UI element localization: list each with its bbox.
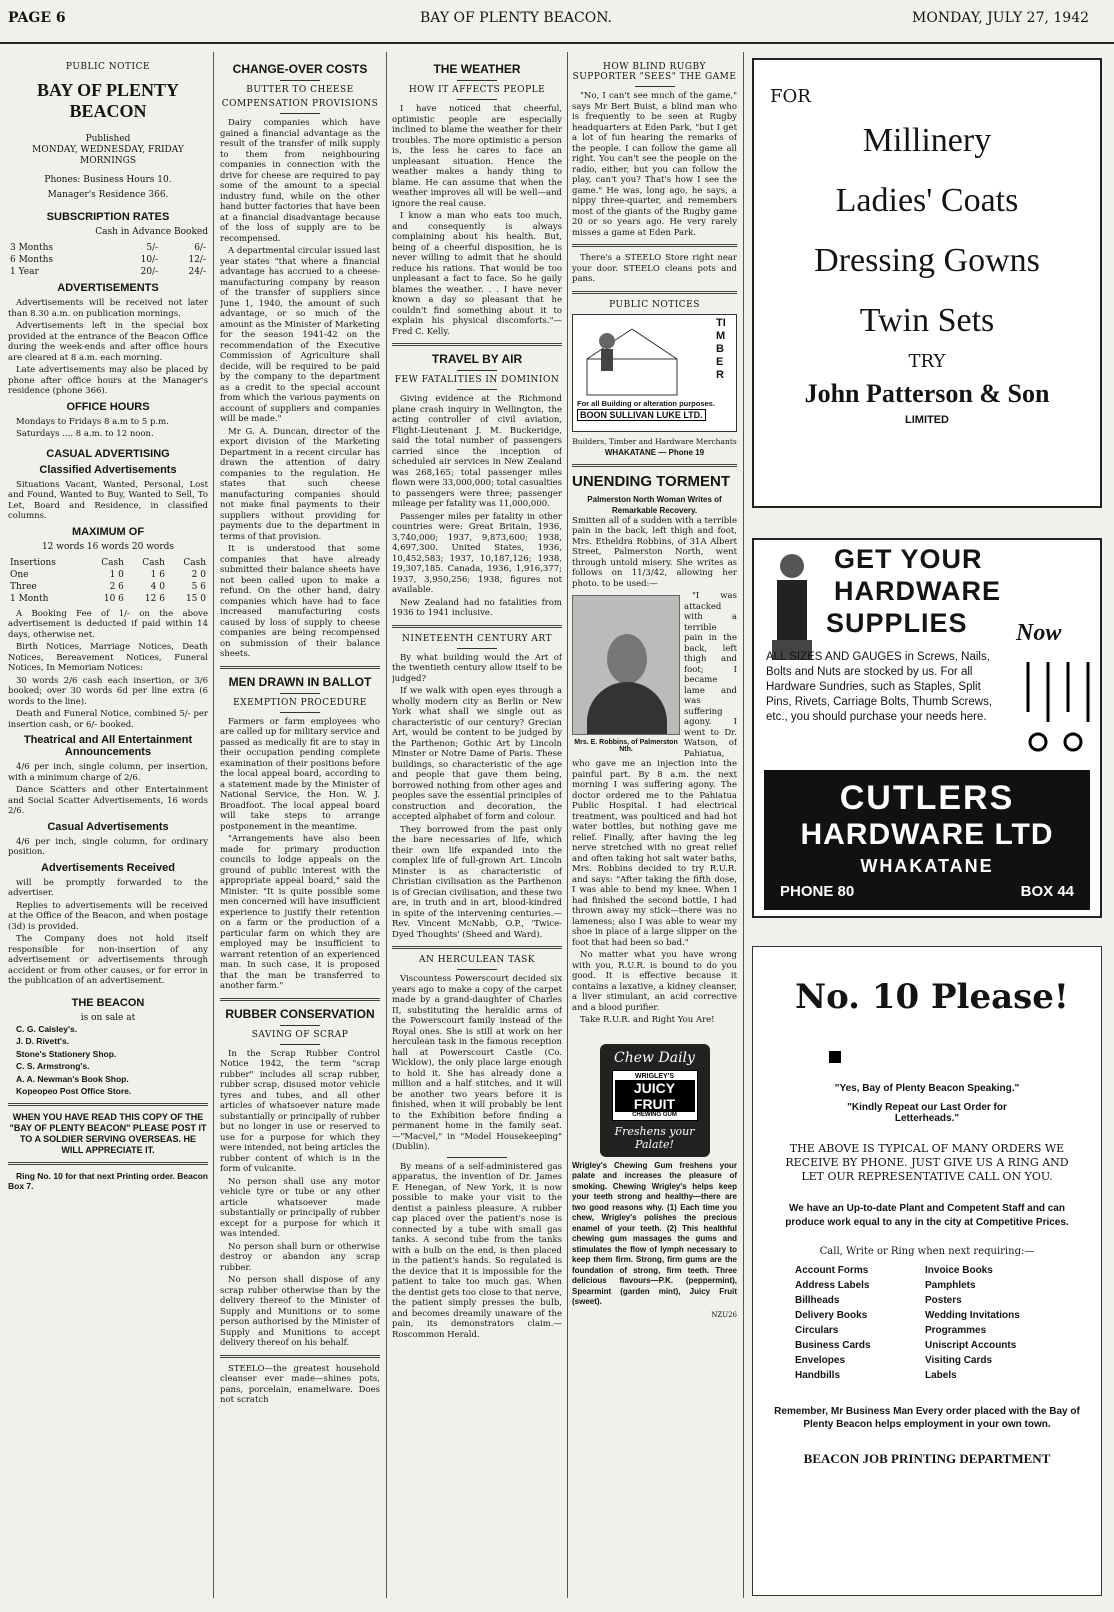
box: BOX 44 (1020, 883, 1074, 900)
article-subtitle: HOW IT AFFECTS PEOPLE (408, 85, 546, 95)
list-item: J. D. Rivett's. (16, 1036, 70, 1046)
quote-2: "Kindly Repeat our Last Order for Letterheads." (847, 1102, 1007, 1124)
list-item: Address Labels (795, 1280, 870, 1291)
list-item: Visiting Cards (925, 1355, 993, 1366)
article-title: RUBBER CONSERVATION (225, 1006, 375, 1021)
hardware-body: ALL SIZES AND GAUGES in Screws, Nails, Bolts and Nuts are stocked by us. For all Hardware Sundries, such as Staples, Split Pins, Rivets, Carriage Bolts, Thumb Screws, etc., you should purchase your needs here. (766, 651, 993, 723)
bullet-icon (829, 1051, 841, 1063)
paragraph: Viscountess Powerscourt decided six years ago to make a copy of the carpet made by a grand-daughter of Charles II, substituting the heraldic arms of the Powerscourt family instead of the Royal ones. She is still at work on her herculean task in the famous reception hall at Powerscourt Castle (Co. Wicklow), the only place large enough to hold it. She has already done a million and a half stitches, and it will be another two years before it is finished, when it will probably be lent to the Exhibition before finding a permanent home in the family seat.—"Macvel," in "Model Housekeeping" (Dublin). (392, 974, 562, 1152)
public-notices-label: PUBLIC NOTICES (609, 299, 700, 310)
table-row: 3 Months 5/- 6/- (10, 243, 206, 253)
paragraph: A departmental circular issued last year states "that where a financial advantage has accrued to a cheese-manufacturing company by reason of the transfer of suppliers since June 1, 1940, the amount of such advantage, or so much of the amount as the Minister of Marketing for the season 1941-42 on the recommendation of the Executive Commission of Agriculture shall decide, will be required to be paid by the company to the department as a credit to the special account from which the various payments on account of suppliers and companies will be made." (220, 246, 380, 424)
gum-fresh: Freshens your Palate! (614, 1124, 695, 1151)
paragraph: A Booking Fee of 1/- on the above advertisement is deducted if paid within 14 days, otherwise net. (8, 608, 208, 640)
paragraph: No person shall burn or otherwise destroy or abandon any scrap rubber. (220, 1241, 380, 1273)
ad-item-twin-sets: Twin Sets (859, 302, 995, 339)
maximum-title: MAXIMUM OF (71, 525, 145, 538)
paragraph: No matter what you have wrong with you, R.U.R. is bound to do you good. It is effective because it contains a laxative, a kidney cleanser, a liver stimulant, an acid corrective and a blood purifier. (572, 950, 737, 1013)
list-item: Kopeopeo Post Office Store. (16, 1086, 132, 1096)
list-item: Wedding Invitations (925, 1310, 1020, 1321)
table-row: Three 2 6 4 0 5 6 (10, 581, 206, 592)
paragraph: Mr G. A. Duncan, director of the export division of the Marketing Department in a recent circular has drawn the attention of dairy companies to the regulation. He states that such cheese manufacturing companies should not make final payments to their suppliers without providing for payments due to the department in terms of that provision. (220, 426, 380, 542)
office-hours-weekdays: Mondays to Fridays 8 a.m to 5 p.m. (16, 416, 169, 427)
theatrical-title: Theatrical and All Entertainment Announcements (23, 734, 193, 758)
list-item: A. A. Newman's Book Shop. (16, 1073, 129, 1084)
paragraph: Death and Funeral Notice, combined 5/- per insertion cash, or 6/- booked. (8, 709, 208, 730)
paragraph: Advertisements left in the special box provided at the entrance of the Beacon Office during the week-ends and after office hours are cleared at 8 a.m. each morning. (8, 321, 208, 363)
unending-title: UNENDING TORMENT (572, 472, 731, 490)
workman-icon (762, 546, 822, 666)
paragraph: Take R.U.R. and Right You Are! (580, 1015, 715, 1025)
soldier-notice: WHEN YOU HAVE READ THIS COPY OF THE "BAY OF PLENTY BEACON" PLEASE POST IT TO A SOLDIER SERVING OVERSEAS. HE WILL APPRECIATE IT. (9, 1111, 207, 1155)
article-subtitle: COMPENSATION PROVISIONS (221, 99, 379, 109)
list-item: Billheads (795, 1295, 840, 1306)
published-days: Published MONDAY, WEDNESDAY, FRIDAY MORNINGS (32, 134, 184, 166)
page-number: PAGE 6 (8, 10, 66, 26)
article-title: HOW BLIND RUGBY SUPPORTER "SEES" THE GAME (572, 62, 737, 82)
table-row: 6 Months 10/- 12/- (10, 255, 206, 265)
paragraph: No person shall use any motor vehicle tyre or tube or any other article whatsoever made substantially or principally of rubber except for a purpose for which it was intended. (220, 1176, 380, 1239)
gum-juicy: JUICY FRUIT (615, 1080, 695, 1112)
paragraph: Passenger miles per fatality in other countries were: Great Britain, 1936, 3,740,000; 1937, 9,873,600; 1938, 4,697,300. United States, 1936, 10,452,583; 1937, 10,187,126; 1938, 19,307,185. Canada, 1936, 1,916,377; 1937, 3,950,256; 1938, figures not available. (392, 511, 562, 595)
list-item: Invoice Books (925, 1265, 993, 1276)
word-counts: 12 words 16 words 20 words (41, 541, 175, 552)
office-hours-saturday: Saturdays .... 8 a.m. to 12 noon. (16, 429, 154, 439)
list-item: Uniscript Accounts (925, 1340, 1017, 1351)
portrait (572, 591, 680, 753)
paragraph: Farmers or farm employees who are called up for military service and passed as medically fit are to stay in their occupation pending complete examination of their positions before the local appeal board, according to a statement made by the Minister of National Service, the Hon. W. J. Broadfoot. The local appeal board will take steps to arrange postponement in the meantime. (220, 716, 380, 832)
paragraph: "Arrangements have also been made for primary production councils to lodge appeals on the ground of public interest with the appropriate appeal board," said the Minister. "It is quite possible some men concerned will have insufficient experience to justify their retention on a farm or the production of a particular farm on which they are employed may be insufficient to warrant retention of an experienced man. In such case, it is proposed that the man be transferred to another farm." (220, 834, 380, 991)
list-item: C. G. Caisley's. (16, 1023, 78, 1034)
unending-sub: Palmerston North Woman Writes of Remarkable Recovery. (587, 494, 722, 515)
article-title: CHANGE-OVER COSTS (232, 62, 368, 76)
list-item: Account Forms (795, 1265, 869, 1276)
gum-code: NZU26 (711, 1310, 737, 1319)
cutlers: CUTLERS (839, 779, 1015, 817)
paragraph: 4/6 per inch, single column, for ordinary position. (8, 836, 208, 857)
page-header (0, 0, 1114, 44)
tools-icon (1018, 652, 1098, 762)
article-subtitle: AN HERCULEAN TASK (418, 955, 536, 965)
table-row: One 1 0 1 6 2 0 (10, 569, 206, 580)
ad-limited: LIMITED (905, 414, 949, 426)
get-your: GET YOUR (834, 544, 983, 574)
paragraph: The Company does not hold itself responsible for non-insertion of any advertisement or advertisements through accident or from other causes, or for error in the publication of an advertisement. (8, 934, 208, 986)
public-notice-label: PUBLIC NOTICE (65, 62, 151, 72)
table-row: Insertions Cash Cash Cash (10, 557, 206, 568)
cutlers-banner (764, 770, 1090, 910)
article-subtitle: SAVING OF SCRAP (251, 1029, 349, 1040)
print-list (795, 1263, 1101, 1383)
subscription-table (8, 242, 208, 278)
portrait-caption: Mrs. E. Robbins, of Palmerston Nth. (574, 739, 678, 753)
paragraph: "No, I can't see much of the game," says Mr Bert Buist, a blind man who is frequently to be seen at Rugby headquarters at Eden Park, "but I get a lot of fun hearing the remarks of the people. I can follow the game all right. You can't see the people on the radio, either, but you can follow the play, can't you? That's how I see the game." He was, long ago, he says, a nippy three-quarter, and remembers most of the giants of the Rugby game 20 or so years ago. He very rarely misses a game at Eden Park. (572, 91, 737, 238)
ad-for: FOR (770, 86, 811, 107)
paragraph: will be promptly forwarded to the advertiser. (8, 877, 208, 898)
supplies: SUPPLIES (826, 608, 968, 638)
casual-ads-title: Casual Advertisements (47, 820, 169, 833)
call-write-ring: Call, Write or Ring when next requiring:— (819, 1246, 1035, 1257)
timber-for: For all Building or alteration purposes. (577, 398, 715, 408)
list-item: Business Cards (795, 1340, 871, 1351)
article-title: TRAVEL BY AIR (431, 352, 523, 366)
ad-item-ladies-coats: Ladies' Coats (835, 182, 1019, 219)
plant: We have an Up-to-date Plant and Competent Staff and can produce work equal to any in the city at Competitive Prices. (785, 1203, 1069, 1228)
paragraph: Birth Notices, Marriage Notices, Death Notices, Bereavement Notices, Funeral Notices, In Memoriam Notices: (8, 642, 208, 673)
paragraph: I have noticed that cheerful, optimistic people are especially inclined to blame the weather for their troubles. The more optimistic a person is, the less he cares to face an unpleasant situation. Hence the weather makes a handy thing to blame. He can assume that when the weather improves all will be well—and ignore the real cause. (392, 104, 562, 209)
paragraph: New Zealand had no fatalities from 1936 to 1941 inclusive. (392, 597, 562, 618)
quote-1: "Yes, Bay of Plenty Beacon Speaking." (834, 1083, 1020, 1094)
list-item: Delivery Books (795, 1310, 868, 1321)
beacon-on-sale: is on sale at (80, 1012, 136, 1023)
column-rates (8, 58, 208, 1596)
paragraph: I know a man who eats too much, and consequently is always complaining about his health. But, being of a cheerful disposition, he is never willing to admit that he should reduce his rations. That would be too unpleasant a fact to face. So he gaily blames the weather. . . I have never known a day so pleasant that he couldn't find something about it to explain his physical discomforts."—Fred C. Kelly. (392, 211, 562, 337)
patterson-ad (752, 58, 1102, 508)
timber-label: TIMBER (716, 316, 726, 381)
typical-orders: THE ABOVE IS TYPICAL OF MANY ORDERS WE RECEIVE BY PHONE. JUST GIVE US A RING AND LET OUR REPRESENTATIVE CALL ON YOU. (785, 1142, 1069, 1183)
list-item: Labels (925, 1370, 957, 1381)
gum-cg: CHEWING GUM (632, 1111, 677, 1118)
paragraph: Dance Scatters and other Entertainment and Social Scatter Advertisements, 16 words 2/6. (8, 785, 208, 816)
paragraph: Replies to advertisements will be received at the Office of the Beacon, and when postage (3d) is provided. (8, 900, 208, 932)
wrigleys-ad (600, 1044, 710, 1157)
whakatane: WHAKATANE (860, 856, 994, 876)
paragraph: 4/6 per inch, single column, per insertion, with a minimum charge of 2/6. (8, 762, 208, 783)
beacon-title: THE BEACON (71, 996, 145, 1009)
table-row: 1 Month 10 6 12 6 15 0 (10, 593, 206, 604)
boon-sullivan: BOON SULLIVAN LUKE LTD. (577, 409, 706, 421)
ring-notice: Ring No. 10 for that next Printing order. Beacon Box 7. (8, 1170, 208, 1191)
paragraph: Advertisements will be received not later than 8.30 a.m. on publication mornings. (8, 298, 208, 319)
office-hours-title: OFFICE HOURS (66, 400, 150, 413)
paragraph: It is understood that some companies that have already submitted their balance sheets have not been called upon to make a refund. On the other hand, dairy companies which have had to face increased manufacturing costs caused by loss of supply to cheese companies are being recompensed on submission of their balance sheets. (220, 544, 380, 659)
subscription-title: SUBSCRIPTION RATES (46, 211, 170, 223)
ad-item-millinery: Millinery (862, 122, 992, 159)
paragraph: Dairy companies which have gained a financial advantage as the result of the transfer of milk supply to them from neighbouring companies in connection with the drive for cheese are required to pay some of the amount to a special industry fund, while on the other hand butter factories that have been at a financial disadvantage because of the loss of supply are to be recompensed. (220, 118, 380, 244)
manager-residence: Manager's Residence 366. (47, 190, 169, 200)
list-item: Posters (925, 1295, 962, 1306)
paragraph: Late advertisements may also be placed by phone after office hours at the Manager's residence (phone 366). (8, 365, 208, 396)
list-item: Pamphlets (925, 1280, 976, 1291)
paragraph: No person shall dispose of any scrap rubber otherwise than by the delivery thereof to the Minister of Supply and Munitions or to some person authorised by the Minister of Supply and Munitions to accept delivery thereof on his behalf. (220, 1275, 380, 1348)
list-item: Envelopes (795, 1355, 846, 1366)
received-title: Advertisements Received (41, 861, 175, 874)
gum-pack (612, 1070, 698, 1121)
column-news-1 (220, 58, 380, 1596)
builder-illustration-icon (577, 319, 687, 399)
hardware: HARDWARE (834, 576, 1001, 606)
steelo-ad: STEELO—the greatest household cleanser ever made—shines pots, pans, porcelain, enamelware. Does not scratch (220, 1363, 380, 1405)
steelo-store: There's a STEELO Store right near your door. STEELO cleans pots and pans. (572, 253, 737, 284)
builders: Builders, Timber and Hardware Merchants (572, 436, 737, 446)
column-news-2 (392, 58, 562, 1596)
hardware-ltd: HARDWARE LTD (800, 818, 1054, 851)
article-subtitle: NINETEENTH CENTURY ART (402, 633, 552, 644)
gum-text: Wrigley's Chewing Gum freshens your palate and increases the pleasure of smoking. Chewing Wrigley's helps keep your teeth strong and healthy—there are two good reasons why. (1) Each time you chew, Wrigley's polishes the precious enamel of your teeth. (2) This healthful chewing gum massages the gums and stimulates the flow of lymph necessary to keep them firm. Strong, firm gums are the foundation of strong, firm teeth. Three delicious flavours—P.K. (peppermint), Spearmint (garden mint), Juicy Fruit (sweet). (572, 1160, 737, 1306)
phone: PHONE 80 (780, 883, 855, 900)
list-item: Programmes (925, 1325, 987, 1336)
ad-try: TRY (908, 351, 946, 372)
timber-ad (572, 314, 737, 432)
article-title: THE WEATHER (433, 62, 521, 76)
list-item: Circulars (795, 1325, 839, 1336)
article-subtitle: EXEMPTION PROCEDURE (233, 697, 367, 708)
ad-item-dressing-gowns: Dressing Gowns (814, 242, 1040, 279)
remember: Remember, Mr Business Man Every order placed with the Bay of Plenty Beacon helps employment in your own town. (774, 1406, 1080, 1430)
article-subtitle: BUTTER TO CHEESE (246, 85, 354, 95)
list-item: C. S. Armstrong's. (16, 1061, 90, 1071)
classified-title: Classified Advertisements (39, 463, 177, 476)
article-title: MEN DRAWN IN BALLOT (228, 674, 372, 689)
insertions-table (8, 557, 208, 605)
article-subtitle: FEW FATALITIES IN DOMINION (394, 375, 560, 385)
list-item: Stone's Stationery Shop. (16, 1048, 117, 1059)
paragraph: By what building would the Art of the twentieth century allow itself to be judged? (392, 652, 562, 684)
paragraph: Giving evidence at the Richmond plane crash inquiry in Wellington, the acting controller of civil aviation, Flight-Lieutenant J. M. Buckeridge, said the total number of passengers carried since the inception of scheduled air services in New Zealand was 268,165; total passenger miles flown were 33,000,000; total casualties to passengers were three; passenger mileage per fatality was 11,000,000. (392, 394, 562, 509)
now: Now (1016, 620, 1062, 646)
gum-chew: Chew Daily (614, 1049, 695, 1066)
paragraph: Smitten all of a sudden with a terrible pain in the back, left thigh and foot, Mrs. Etheldra Robbins, of 31A Albert Street, Palmerston North, went through untold misery. She writes as follows on 11/3/42, allowing her photo. to be used:— (572, 515, 737, 589)
issue-date: MONDAY, JULY 27, 1942 (912, 10, 1090, 26)
no-10-please: No. 10 Please! (795, 977, 1069, 1017)
ad-firm: John Patterson & Son (804, 379, 1050, 408)
paragraph: They borrowed from the past only the bare necessaries of life, which their own life expanded into the complex life of full-grown Art. Lincoln Minster is as characteristic of Christian civilisation as the Parthenon is of Grecian civilisation, and these two are, in truth and in art, blood-kindred in spite of the intervening centuries.—Rev. Vincent McNabb, O.P., 'Twice-Dyed Thoughts' (Sheed and Ward). (392, 824, 562, 940)
masthead: BAY OF PLENTY BEACON (36, 80, 180, 121)
gum-brand: WRIGLEY'S (635, 1072, 674, 1080)
cutlers-ad (752, 538, 1102, 918)
paragraph: By means of a self-administered gas apparatus, the invention of Dr. James F. Henegan, of New York, it is now possible to make your visit to the dentist a painless pleasure. A rubber cap placed over the patient's nose is connected by a tube with small gas tanks. A second tube from the tanks with a bulb on the end, is then placed in the patient's hands. So regulated is the device that it is impossible for the patient to take too much gas. When the dentist gets too close to that nerve, the patient simply presses the bulb, and becomes dreamily unaware of the pain, its demonstrators claim.—Roscommon Herald. (392, 1161, 562, 1340)
advertisements-title: ADVERTISEMENTS (57, 282, 159, 294)
column-news-3 (572, 58, 737, 1596)
table-row: 1 Year 20/- 24/- (10, 267, 206, 277)
casual-title: CASUAL ADVERTISING (46, 447, 170, 460)
job-printing-ad (752, 946, 1102, 1596)
paragraph: "I was attacked with a terrible pain in the back, left thigh and foot; I became lame and was suffering agony. I went to Dr. Watson, of Pahiatua, who gave me an injection into the painful part. By 8 a.m. the next morning I was suffering agony. The doctor ordered me to the Pahiatua Public Hospital. I had electrical treatment, was poulticed and had hot water bottles, but nothing gave me relief. Finally, after having the leg nerve stretched with no great relief and often taking hot salt water baths, Mrs. Robbins decided to try R.U.R. and says: "After taking the fifth dose, I was able to bend my knee. When I had finished the second bottle, I had thrown away my stick—there was no lameness; also I was able to wear my shoe in place of a large slipper on the foot that had been so bad." (572, 591, 737, 948)
job-printing-dept: BEACON JOB PRINTING DEPARTMENT (803, 1451, 1051, 1466)
paragraph: 30 words 2/6 cash each insertion, or 3/6 booked; over 30 words 6d per line extra (6 words to the line). (8, 675, 208, 707)
paragraph: In the Scrap Rubber Control Notice 1942, the term "scrap rubber" includes all scrap rubber, rubber scrap, disused motor vehicle tyres and tubes, and all other articles of whatsoever nature made substantially or principally of rubber but no longer in use or reserved to use for a purpose for which they were intended, not being articles the rubber content of which is in the form of vulcanite. (220, 1048, 380, 1174)
paragraph: If we walk with open eyes through a wholly modern city as Berlin or New York what shall we single out as characteristic of our century? Grecian Art, would be content to be judged by the Parthenon; Gothic Art by Lincoln Minster or Notre Dame of Paris. These buildings, so characteristic of the age and people that gave them being, borrowed nothing from other ages and peoples save the essential principles of construction and decoration, the accepted alphabet of form and colour. (392, 686, 562, 822)
newspaper-title: BAY OF PLENTY BEACON. (420, 10, 612, 26)
paragraph: Situations Vacant, Wanted, Personal, Lost and Found, Wanted to Buy, Wanted to Sell, To Let, Board and Residence, in classified columns. (8, 479, 208, 521)
timber-phone: WHAKATANE — Phone 19 (604, 447, 705, 457)
phones: Phones: Business Hours 10. (44, 175, 172, 185)
subscription-header: Cash in Advance Booked (95, 227, 208, 237)
list-item: Handbills (795, 1370, 841, 1381)
